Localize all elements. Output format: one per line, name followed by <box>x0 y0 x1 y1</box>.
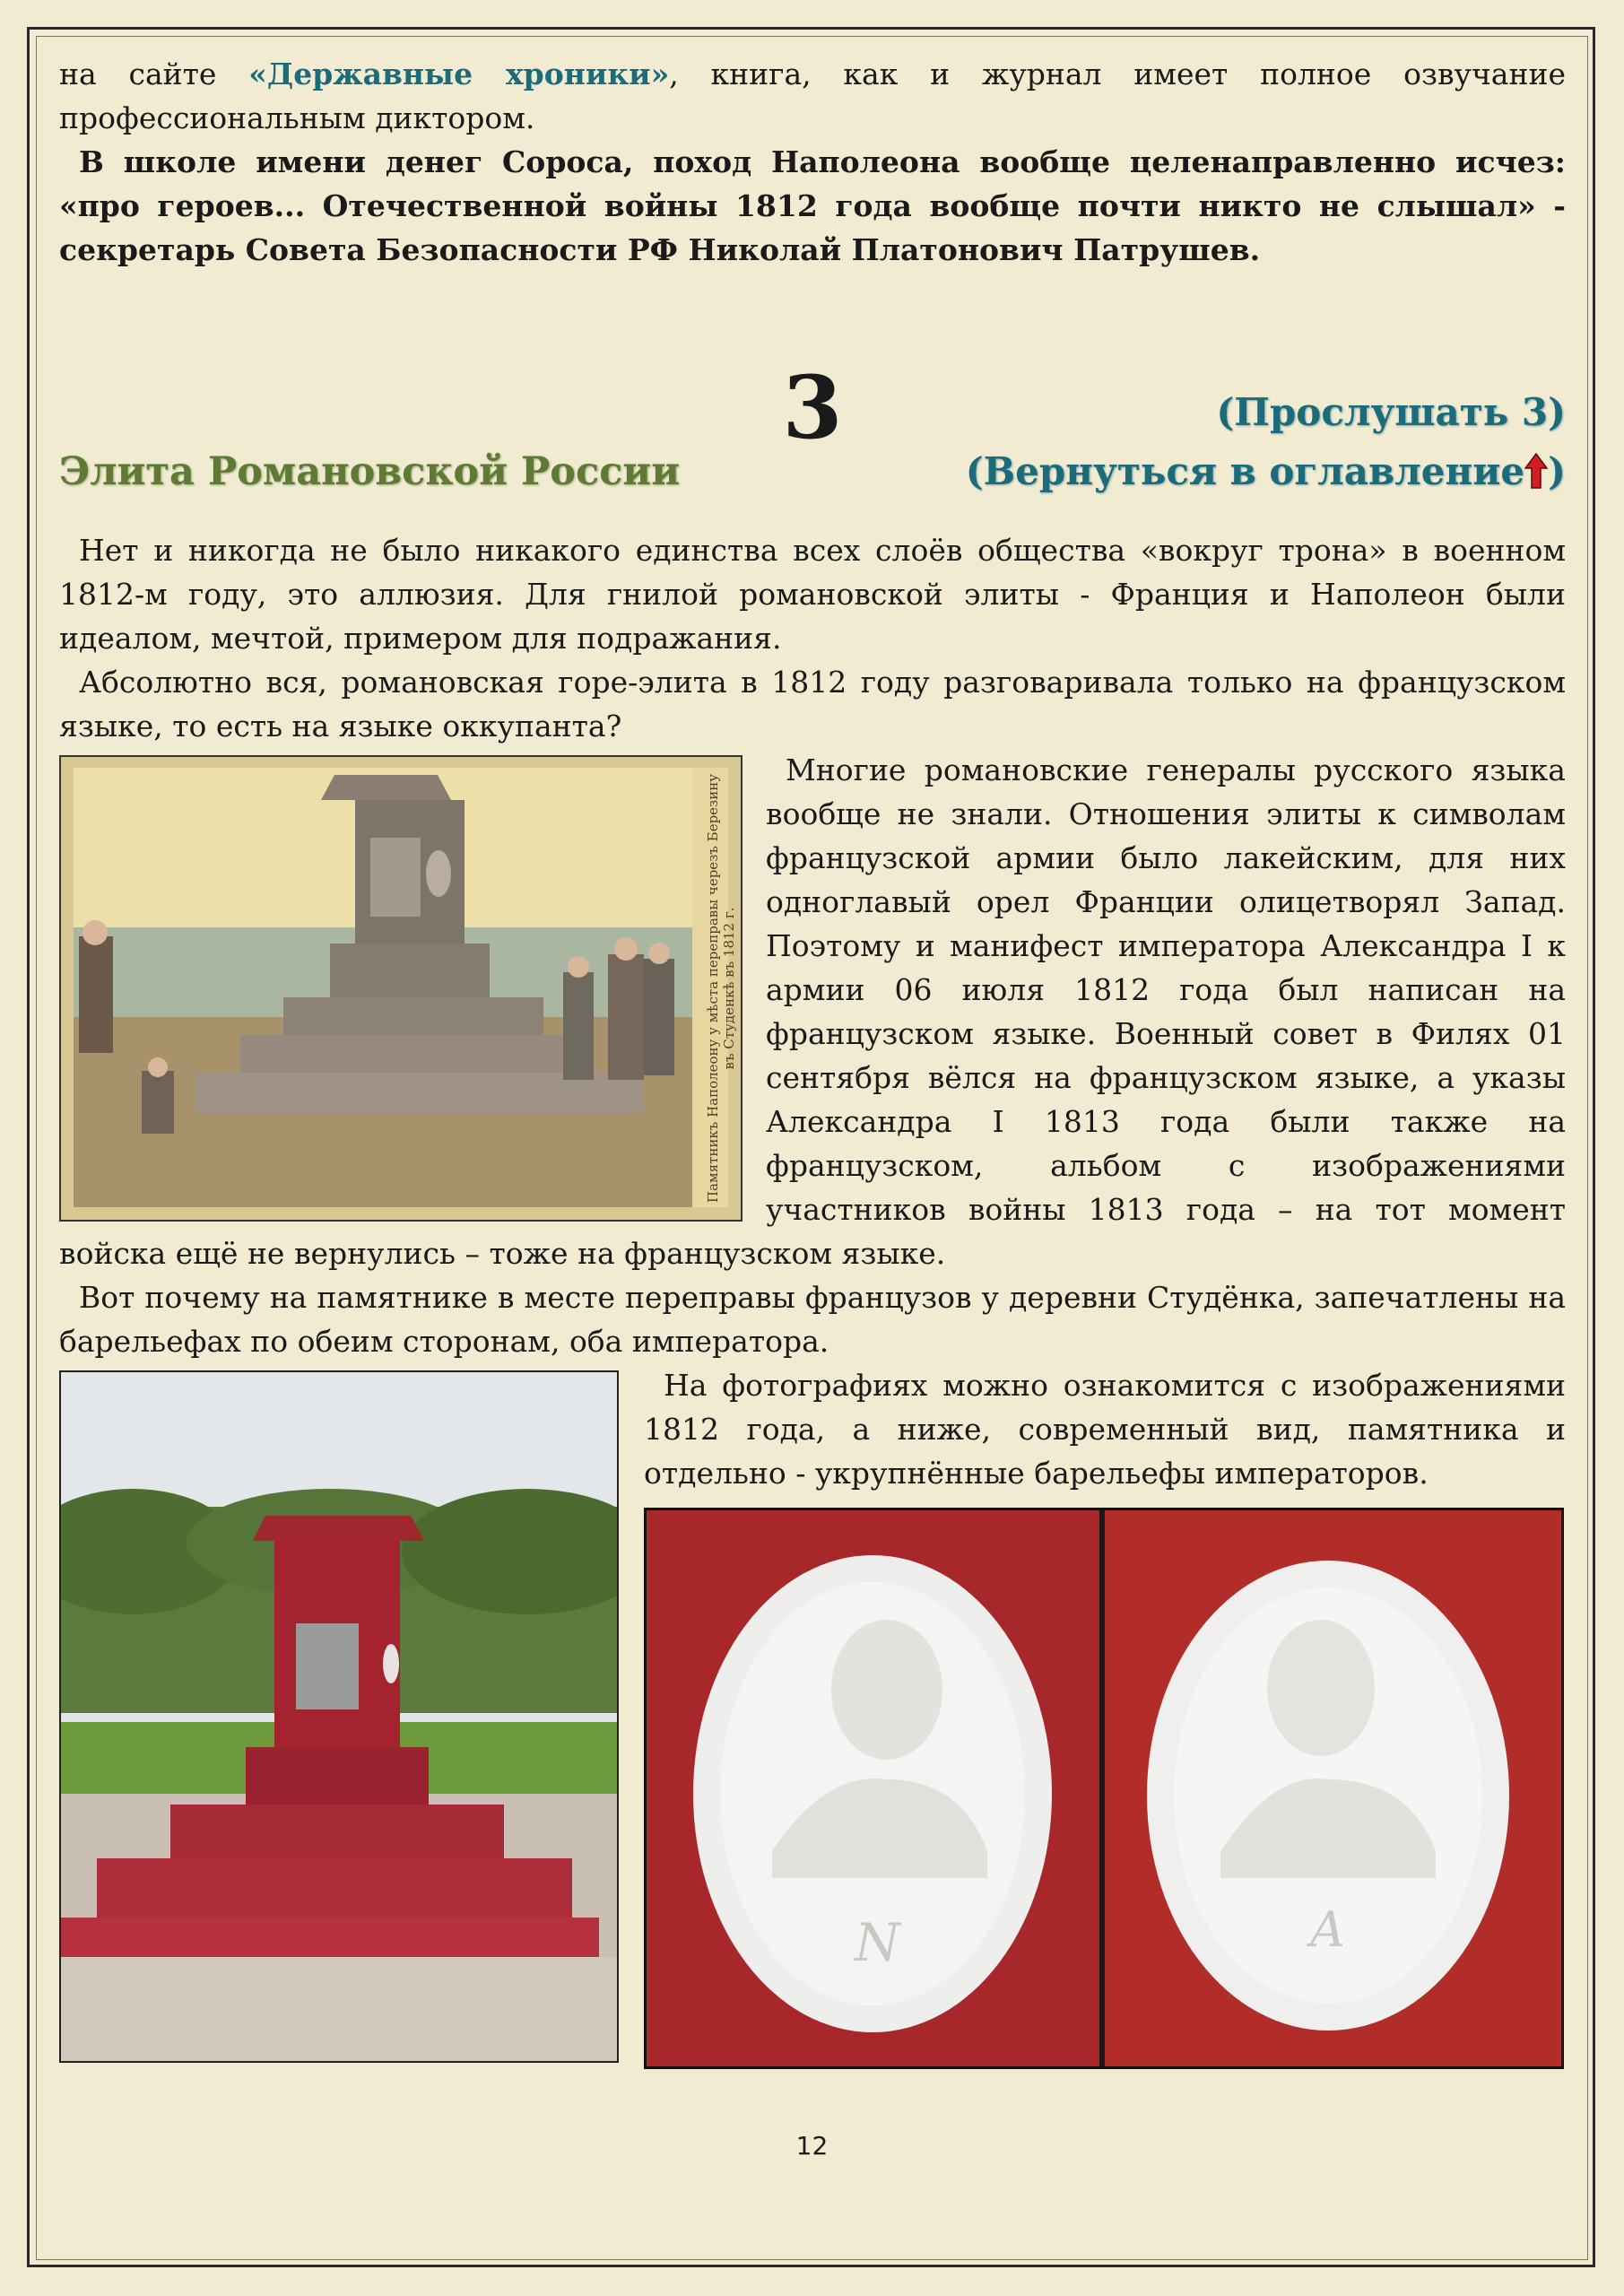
body-paragraph-2: Абсолютно вся, романовская горе-элита в 1812 году разговаривала только на французском языке, то есть на языке оккупанта? <box>59 665 1566 744</box>
toc-link-label: (Вернуться в оглавление <box>965 449 1525 493</box>
medallion-letter-a: A <box>1310 1901 1345 1958</box>
intro-paragraph <box>59 52 1566 140</box>
postcard-monument-image <box>59 755 743 1222</box>
body-paragraph-1: Нет и никогда не было никакого единства всех слоёв общества «вокруг трона» в военном 1812-м году, это аллюзия. Для гнилой романовской элиты - Франция и Наполеон были идеалом, мечтой, примером для подражания. <box>59 533 1566 656</box>
section-title-row <box>59 449 1566 505</box>
chapter-number: 3 <box>782 357 843 458</box>
body-paragraph-3: Многие романовские генералы русского языка вообще не знали. Отношения элиты к символам французской армии было лакейским, для них одноглавый орел Франции олицетворял Запад. Поэтому и манифест императора Александра I к армии 06 июля 1812 года был написан на французском языке. Военный совет в Филях 01 сентября вёлся на французском языке, а указы Александра I 1813 года были также на французском, альбом с изображениями участников войны 1813 года – на тот момент войска ещё не вернулись – тоже на французском языке. <box>59 752 1566 1271</box>
intro-text-prefix: на сайте <box>59 57 249 91</box>
page-number: 12 <box>795 2131 829 2161</box>
listen-chapter-link[interactable]: (Прослушать 3) <box>1216 390 1566 434</box>
body-paragraph-4: Вот почему на памятнике в месте переправы французов у деревни Студёнка, запечатлены на барельефах по обеим сторонам, оба императора. <box>59 1280 1566 1359</box>
bas-reliefs-figure-wrap <box>644 1495 1566 2073</box>
patrushev-quote: В школе имени денег Сороса, поход Наполеона вообще целенаправленно исчез: «про героев... Отечественной войны 1812 года вообще почти никто не слышал» - секретарь Совета Безопасности РФ Николай Платонович Патрушев. <box>59 144 1566 267</box>
chapter-header <box>59 354 1566 462</box>
toc-link-close: ) <box>1548 449 1566 493</box>
red-arrow-up-icon <box>1524 452 1548 490</box>
back-to-contents-link[interactable] <box>966 449 1566 493</box>
section-title: Элита Романовской России <box>59 449 681 494</box>
medallion-letter-n: N <box>855 1912 900 1973</box>
intro-text-suffix: , книга, как и журнал имеет полное озвучание профессиональным диктором. <box>59 57 1566 135</box>
modern-monument-photo <box>59 1370 619 2063</box>
page-content <box>59 52 1566 2073</box>
emperor-bas-reliefs-photo <box>644 1508 1564 2069</box>
derzhavnye-khroniki-link[interactable]: «Державные хроники» <box>248 57 670 91</box>
body-paragraph-5: На фотографиях можно ознакомится с изображениями 1812 года, а ниже, современный вид, памятника и отдельно - укрупнённые барельефы императоров. <box>644 1368 1566 1491</box>
postcard-caption: Памятникъ Наполеону у мѣста переправы черезъ Березину въ Студенкѣ въ 1812 г. <box>705 773 737 1204</box>
